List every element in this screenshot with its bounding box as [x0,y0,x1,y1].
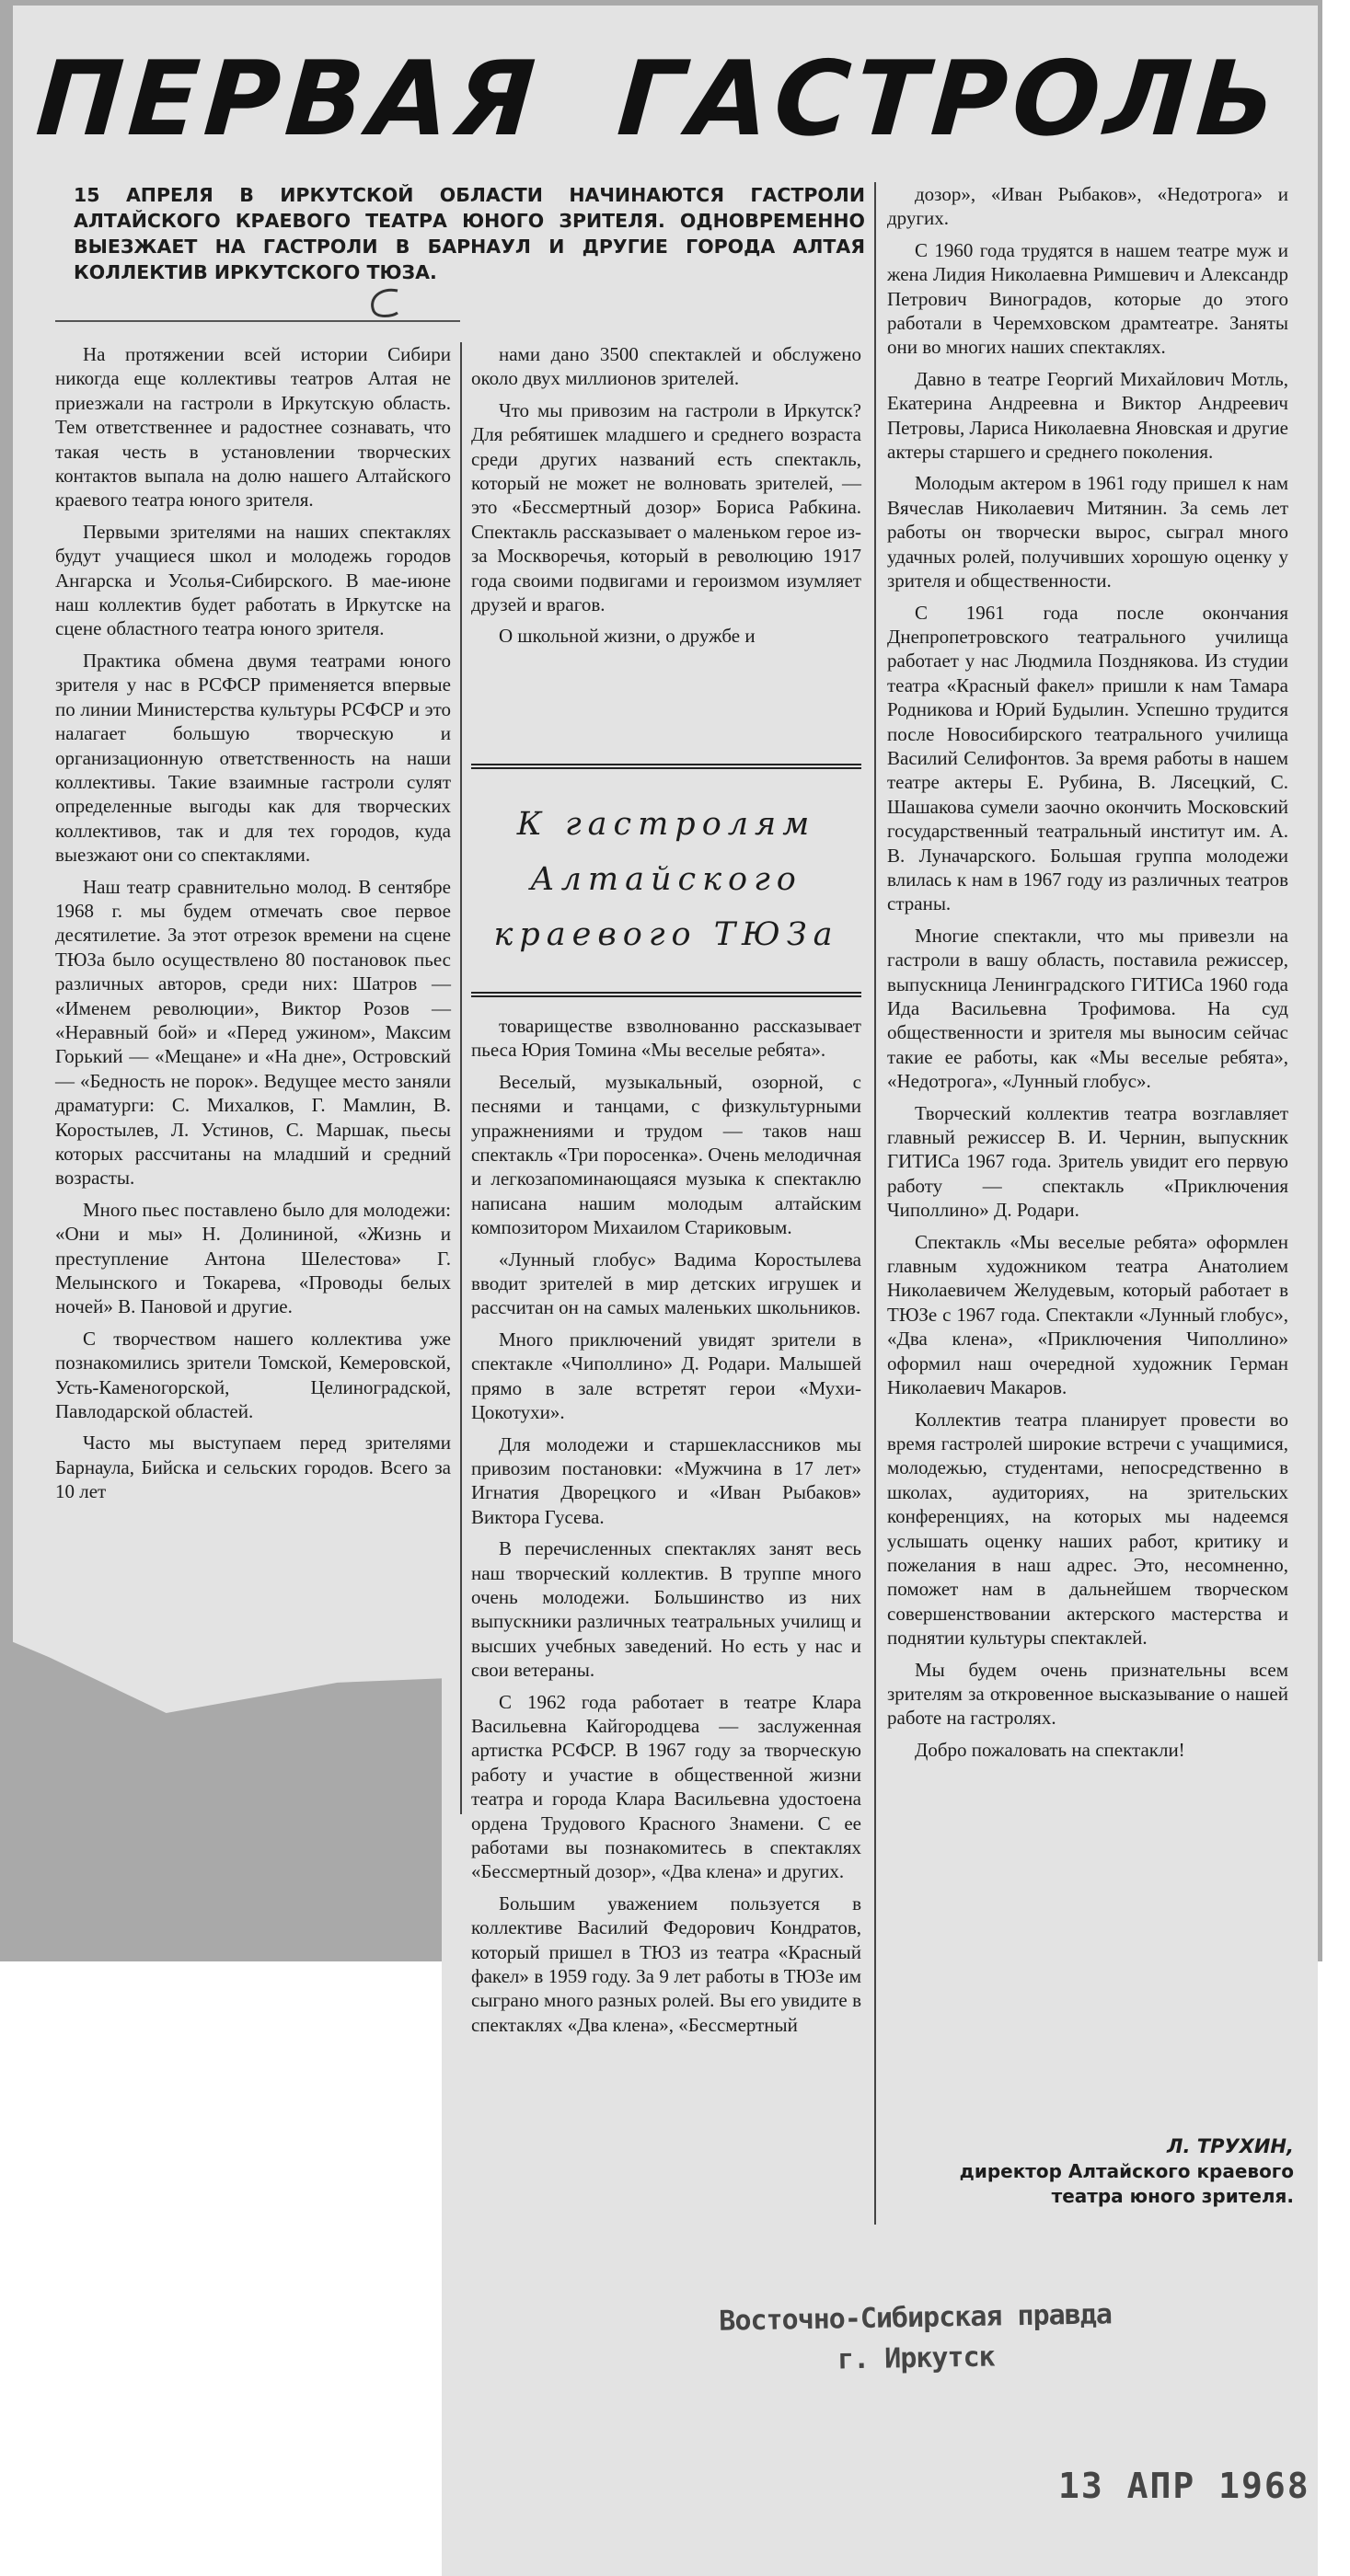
stamp-line-newspaper: Восточно-Сибирская правда [719,2298,1113,2338]
lead-separator-rule [55,320,460,322]
author-name: Л. ТРУХИН, [1167,2135,1294,2157]
col3-paragraph: С 1961 года после окончания Днепропетровского театрального училища работает у нас Людмила Позднякова. Из студии театра «Красный факел» пришли к нам Тамара Родникова и Юрий Будылин. Успешно трудится после Новосибирского театрального училища Василий Селифонтов. За время работы в нашем театре актеры Е. Рубина, В. Лясецкий, С. Шашакова сумели заочно окончить Московский государственный театральный институт им. А. В. Луначарского. Большая группа молодежи влилась к нам в 1967 году из различных театров страны. [887,601,1288,915]
col3-paragraph: С 1960 года трудятся в нашем театре муж и жена Лидия Николаевна Римшевич и Александр Петрович Виноградов, которые до этого работали в Черемховском драмтеатре. Заняты они во многих наших спектаклях. [887,238,1288,359]
column-rule-2 [874,182,876,2225]
rubric-box [471,764,861,997]
col2-paragraph: нами дано 3500 спектаклей и обслужено около двух миллионов зрителей. [471,343,861,390]
col3-paragraph: Коллектив театра планирует провести во время гастролей широкие встречи с учащимися, молодежью, студентами, непосредственно в школах, аудиториях, на зрительских конференциях, на которых мы надеемся услышать оценку наших работ, критику и пожелания в наш адрес. Это, несомненно, поможет нам в дальнейшем творческом совершенствовании актерского мастерства и поднятии культуры спектаклей. [887,1408,1288,1650]
col2-paragraph: О школьной жизни, о дружбе и [499,625,756,648]
column-1 [55,342,451,1512]
col1-paragraph: Первыми зрителями на наших спектаклях будут учащиеся школ и молодежь городов Ангарска и Усолья-Сибирского. В мае-июне наш коллектив будет работать в Иркутске на сцене областного театра юного зрителя. [55,520,451,640]
headline: ПЕРВАЯ ГАСТРОЛЬ [32,40,1286,159]
col2-paragraph: Что мы привозим на гастроли в Иркутск? Для ребятишек младшего и среднего возраста среди других названий есть спектакль, который не может не волновать зрителей, — это «Бессмертный дозор» Бориса Рабкина. Спектакль рассказывает о маленьком герое из-за Москворечья, который в революцию 1917 года своими подвигами и героизмом изумляет друзей и врагов. [471,398,861,616]
col3-paragraph: Многие спектакли, что мы привезли на гастроли в вашу область, поставила режиссер, выпускница Ленинградского ГИТИСа 1960 года Ида Васильевна Трофимова. На суд общественности и зрителя мы выносим сейчас такие ее работы, как «Мы веселые ребята», «Недотрога», «Лунный глобус». [887,924,1288,1093]
col2-paragraph: Веселый, музыкальный, озорной, с песнями и танцами, с физкультурными упражнениями и трудом — таков наш спектакль «Три поросенка». Очень мелодичная и легкозапоминающаяся музыка к спектаклю написана нашим молодым алтайским композитором Михаилом Стариковым. [471,1070,861,1239]
col1-paragraph: С творчеством нашего коллектива уже познакомились зрители Томской, Кемеровской, Усть-Каменогорской, Целиноградской, Павлодарской областей. [55,1327,451,1423]
column-rule-1 [460,342,462,1814]
col3-paragraph: Молодым актером в 1961 году пришел к нам Вячеслав Николаевич Митянин. За семь лет работы он творчески вырос, сыграл много удачных ролей, получивших хорошую оценку у зрителя и общественности. [887,472,1288,592]
column-2-top [471,342,861,656]
rubric-line: краевого ТЮЗа [493,916,839,953]
col3-paragraph: Добро пожаловать на спектакли! [915,1738,1185,1761]
col1-paragraph: Практика обмена двумя театрами юного зрителя у нас в РСФСР применяется впервые по линии Министерства культуры РСФСР и это налагает большую творческую и организационную ответственность на наши коллективы. Такие взаимные гастроли сулят определенные выгоды как для творческих коллективов, так и для тех городов, куда выезжают они со спектаклями. [55,649,451,867]
rubric-line: Алтайского [530,861,802,898]
col1-paragraph: Наш театр сравнительно молод. В сентябре 1968 г. мы будем отмечать свое первое десятилетие. За этот отрезок времени на сцене ТЮЗа было осуществлено 80 постановок пьес различных авторов, среди них: Шатров — «Именем революции», Виктор Розов — «Неравный бой» и «Перед ужином», Максим Горький — «Мещане» и «На дне», Островский — «Бедность не порок». Ведущее место заняли драматурги: С. Михалков, Г. Мамлин, В. Коростылев, Л. Устинов, С. Маршак, пьесы которых рассчитаны на младший и средний возрасты. [55,875,451,1190]
col2-paragraph: В перечисленных спектаклях занят весь наш творческий коллектив. В труппе много очень молодежи. Большинство из них выпускники различных театральных училищ и высших учебных заведений. Но есть у нас и свои ветераны. [471,1537,861,1682]
col2-paragraph: Много приключений увидят зрители в спектакле «Чиполлино» Д. Родари. Малышей прямо в зале встретят герои «Мухи-Цокотухи». [471,1328,861,1424]
author-signature [926,2134,1294,2209]
col2-paragraph: С 1962 года работает в театре Клара Васильевна Кайгородцева — заслуженная артистка РСФСР. В 1967 году за творческую работу и участие в общественной жизни театра и города Клара Васильевна удостоена ордена Трудового Красного Знамени. С ее работами вы познакомитесь в спектаклях «Бессмертный дозор», «Два клена» и других. [471,1690,861,1883]
col3-paragraph: Спектакль «Мы веселые ребята» оформлен главным художником театра Анатолием Николаевичем Желудевым, который работает в ТЮЗе с 1967 года. Спектакли «Лунный глобус», «Два клена», «Приключения Чиполлино» оформил наш очередной художник Герман Николаевич Макаров. [887,1230,1288,1399]
column-3 [887,182,1288,1769]
col3-paragraph: Давно в театре Георгий Михайлович Мотль, Екатерина Андреевна и Виктор Андреевич Петровы, Лариса Николаевна Яновская и другие актеры старшего и среднего поколения. [887,367,1288,464]
rubric-line: К гастролям [516,806,816,843]
col2-paragraph: «Лунный глобус» Вадима Коростылева вводит зрителей в мир детских игрушек и рассчитан он на самых маленьких школьников. [471,1248,861,1319]
author-title: директор Алтайского краевого театра юного зрителя. [959,2160,1294,2207]
col1-paragraph: Часто мы выступаем перед зрителями Барнаула, Бийска и сельских городов. Всего за 10 лет [55,1432,451,1503]
col1-paragraph: На протяжении всей истории Сибири никогда еще коллективы театров Алтая не приезжали на гастроли в Иркутскую область. Тем ответственнее и радостнее сознавать, что такая честь в установлении творческих контактов выпала на долю нашего Алтайского краевого театра юного зрителя. [55,343,451,512]
ink-squiggle-mark [361,285,410,322]
col2-paragraph: товариществе взволнованно рассказывает пьеса Юрия Томина «Мы веселые ребята». [471,1015,861,1062]
lead-paragraph: 15 АПРЕЛЯ В ИРКУТСКОЙ ОБЛАСТИ НАЧИНАЮТСЯ ГАСТРОЛИ АЛТАЙСКОГО КРАЕВОГО ТЕАТРА ЮНОГО ЗРИТЕЛЯ. ОДНОВРЕМЕННО ВЫЕЗЖАЕТ НА ГАСТРОЛИ В БАРНАУЛ И ДРУГИЕ ГОРОДА АЛТАЯ КОЛЛЕКТИВ ИРКУТСКОГО ТЮЗА. [74,184,865,283]
col1-paragraph: Много пьес поставлено было для молодежи: «Они и мы» Н. Долининой, «Жизнь и преступление Антона Шелестова» Г. Мелынского и Токарева, «Проводы белых ночей» В. Пановой и другие. [55,1198,451,1318]
rubric-text [471,797,861,962]
col2-paragraph: Большим уважением пользуется в коллективе Василий Федорович Кондратов, который пришел в ТЮЗ из театра «Красный факел» в 1959 году. За 9 лет работы в ТЮЗе им сыграно много разных ролей. Вы его увидите в спектаклях «Два клена», «Бессмертный [471,1892,861,2036]
newspaper-stamp [712,2294,1118,2383]
date-stamp: 13 АПР 1968 [1058,2466,1310,2506]
col3-paragraph: Мы будем очень признательны всем зрителям за откровенное высказывание о нашей работе на гастролях. [887,1658,1288,1730]
col3-paragraph: Творческий коллектив театра возглавляет главный режиссер В. И. Чернин, выпускник ГИТИСа 1967 года. Зритель увидит его первую работу — спектакль «Приключения Чиполлино» Д. Родари. [887,1101,1288,1222]
stamp-line-city: г. Иркутск [837,2340,995,2376]
col3-paragraph: дозор», «Иван Рыбаков», «Недотрога» и других. [887,183,1288,230]
col2-paragraph: Для молодежи и старшеклассников мы привозим постановки: «Мужчина в 17 лет» Игнатия Дворецкого и «Иван Рыбаков» Виктора Гусева. [471,1432,861,1528]
column-2-bottom [471,1014,861,2044]
